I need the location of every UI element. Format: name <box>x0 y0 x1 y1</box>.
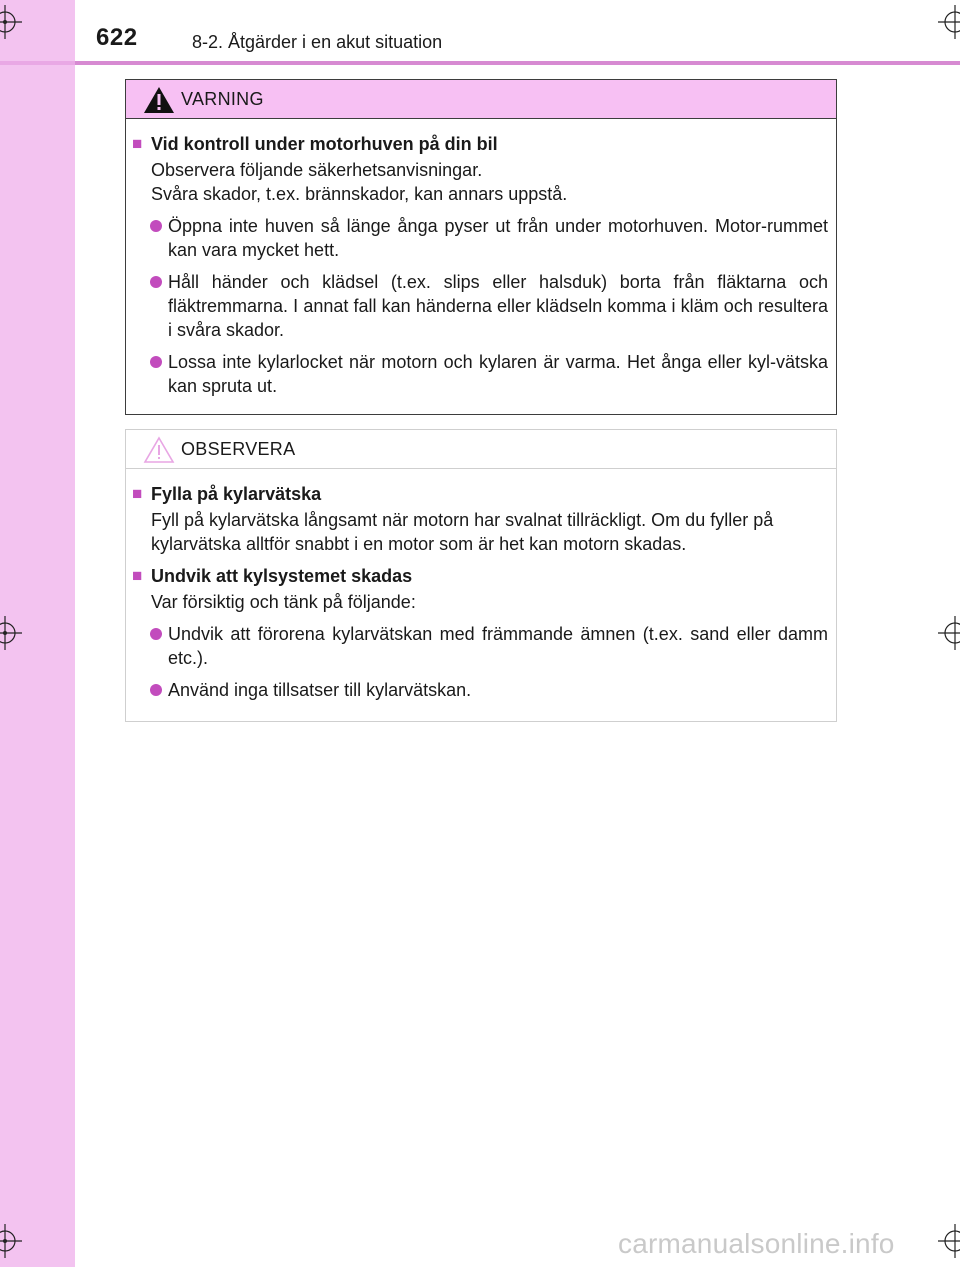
header-rule-left <box>0 61 75 65</box>
filled-circle-bullet-icon <box>150 684 162 696</box>
page-number: 622 <box>96 24 138 51</box>
notice-heading <box>132 482 828 506</box>
watermark: carmanualsonline.info <box>618 1228 895 1259</box>
filled-circle-bullet-icon <box>150 276 162 288</box>
list-item <box>132 214 828 262</box>
filled-square-icon: ■ <box>132 134 143 153</box>
notice-heading <box>132 564 828 588</box>
list-item-text: Lossa inte kylarlocket när motorn och kylaren är varma. Het ånga eller kyl-vätska kan spruta ut. <box>168 352 828 396</box>
filled-circle-bullet-icon <box>150 220 162 232</box>
list-item-text: Håll händer och klädsel (t.ex. slips eller halsduk) borta från fläktarna och fläktremmarna. I annat fall kan händerna eller klädseln komma i kläm och resultera i svåra skador. <box>168 272 828 340</box>
notice-heading-text: Undvik att kylsystemet skadas <box>151 566 413 586</box>
filled-circle-bullet-icon <box>150 628 162 640</box>
warning-title: VARNING <box>181 88 264 109</box>
crop-mark-icon <box>938 616 960 650</box>
warning-heading <box>132 132 828 156</box>
list-item-text: Använd inga tillsatser till kylarvätskan. <box>168 680 472 700</box>
warning-triangle-filled-icon <box>143 86 175 114</box>
crop-mark-icon <box>938 1224 960 1258</box>
warning-box <box>125 79 837 415</box>
list-item <box>132 270 828 342</box>
header-rule <box>75 61 960 65</box>
warning-triangle-outline-icon <box>143 436 175 464</box>
list-item <box>132 622 828 670</box>
notice-body <box>126 469 836 702</box>
warning-intro-line: Observera följande säkerhetsanvisningar. <box>151 160 483 180</box>
notice-header <box>126 430 836 469</box>
warning-header <box>126 80 836 119</box>
warning-intro-line: Svåra skador, t.ex. brännskador, kan annars uppstå. <box>151 184 568 204</box>
filled-circle-bullet-icon <box>150 356 162 368</box>
filled-square-icon: ■ <box>132 566 143 585</box>
notice-box <box>125 429 837 722</box>
crop-mark-icon <box>0 616 22 650</box>
notice-paragraph: Fyll på kylarvätska långsamt när motorn har svalnat tillräckligt. Om du fyller på kylarvätska alltför snabbt i en motor som är het kan motorn skadas. <box>151 510 774 554</box>
notice-title: OBSERVERA <box>181 438 296 459</box>
list-item <box>132 350 828 398</box>
crop-mark-icon <box>938 5 960 39</box>
list-item-text: Öppna inte huven så länge ånga pyser ut från under motorhuven. Motor-rummet kan vara mycket hett. <box>168 216 828 260</box>
crop-mark-icon <box>0 5 22 39</box>
crop-mark-icon <box>0 1224 22 1258</box>
section-title: 8-2. Åtgärder i en akut situation <box>192 32 443 52</box>
notice-heading-text: Fylla på kylarvätska <box>151 484 322 504</box>
list-item <box>132 678 828 702</box>
list-item-text: Undvik att förorena kylarvätskan med främmande ämnen (t.ex. sand eller damm etc.). <box>168 624 828 668</box>
warning-body <box>126 119 836 398</box>
warning-heading-text: Vid kontroll under motorhuven på din bil <box>151 134 498 154</box>
warning-intro <box>132 158 828 206</box>
notice-paragraph: Var försiktig och tänk på följande: <box>151 592 416 612</box>
filled-square-icon: ■ <box>132 484 143 503</box>
